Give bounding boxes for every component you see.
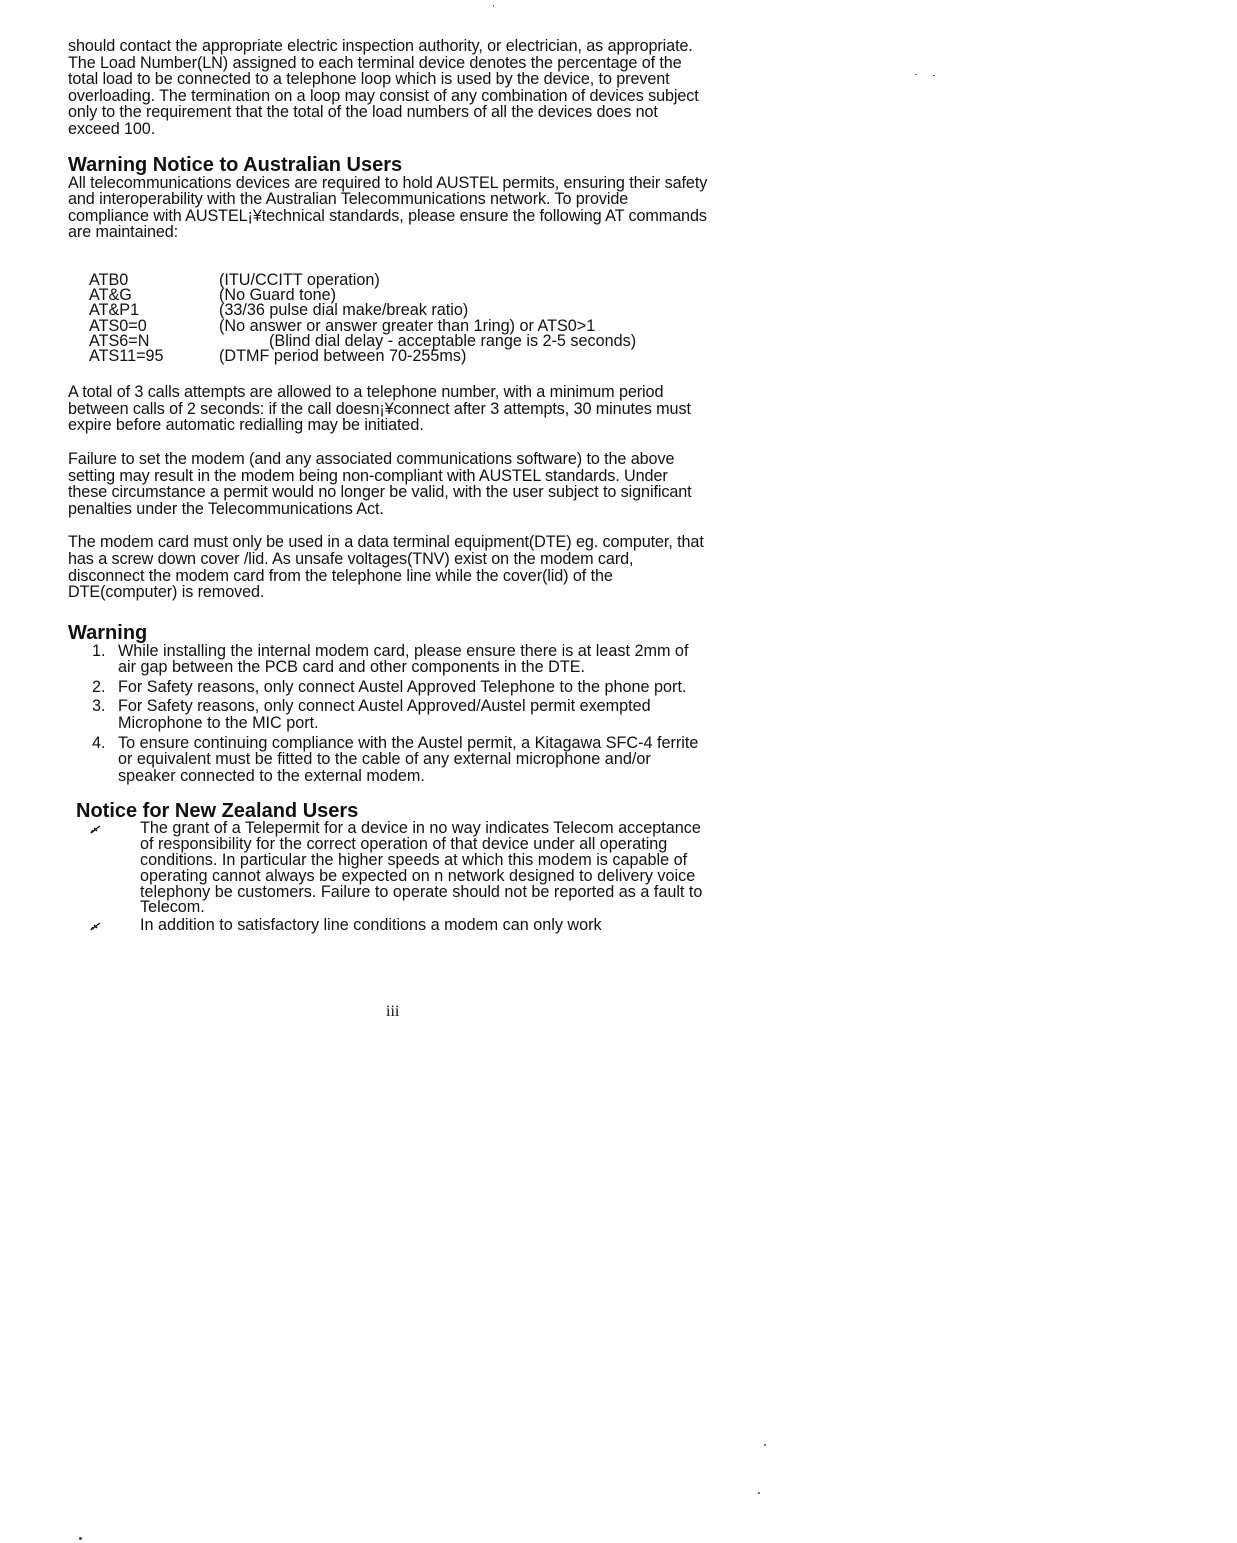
pen-icon (90, 921, 102, 931)
scan-speck (79, 1537, 82, 1540)
command-code: ATS0=0 (89, 316, 147, 335)
dte-paragraph: The modem card must only be used in a data terminal equipment(DTE) eg. computer, that has a screw down cover /lid. As unsafe voltages(TNV) exist on the modem card, disconnect the modem card from the telephone line while the cover(lid) of the DTE(computer) is removed. (68, 533, 704, 602)
item-number: 2. (92, 677, 106, 696)
at-command-table (89, 270, 708, 365)
call-attempts-paragraph: A total of 3 calls attempts are allowed to a telephone number, with a minimum period between calls of 2 seconds: if the call doesn¡¥connect after 3 attempts, 30 minutes must expire before automatic redialling may be initiated. (68, 383, 691, 435)
list-item (140, 918, 708, 934)
warning-item (92, 697, 708, 733)
command-description: (No Guard tone) (219, 286, 336, 305)
command-description: (33/36 pulse dial make/break ratio) (219, 301, 469, 320)
item-number: 1. (92, 641, 106, 660)
page-content (68, 38, 708, 934)
command-code: AT&P1 (89, 301, 140, 320)
pen-icon (90, 824, 102, 834)
item-text: To ensure continuing compliance with the Austel permit, a Kitagawa SFC-4 ferrite or equivalent must be fitted to the cable of any external microphone and/or speaker connected to the external modem. (118, 733, 699, 785)
new-zealand-heading: Notice for New Zealand Users (76, 800, 359, 823)
command-description: (ITU/CCITT operation) (219, 270, 380, 289)
item-text: The grant of a Telepermit for a device in no way indicates Telecom acceptance of responsibility for the correct operation of that device under all operating conditions. In particular the higher speeds at which this modem is capable of operating cannot always be expected on n network designed to delivery voice telephony be customers. Failure to operate should not be reported as a fault to Telecom. (140, 819, 703, 917)
item-text: In addition to satisfactory line conditions a modem can only work (140, 916, 602, 935)
page-number: iii (386, 1003, 400, 1020)
command-description: (DTMF period between 70-255ms) (219, 346, 467, 365)
command-code: AT&G (89, 286, 132, 305)
command-description: (No answer or answer greater than 1ring) or ATS0>1 (219, 316, 596, 335)
item-text: For Safety reasons, only connect Austel Approved Telephone to the phone port. (118, 677, 687, 696)
warning-item (92, 641, 708, 677)
item-text: While installing the internal modem card, please ensure there is at least 2mm of air gap between the PCB card and other components in the DTE. (118, 641, 689, 677)
australia-heading: Warning Notice to Australian Users (68, 153, 403, 176)
item-number: 3. (92, 697, 106, 716)
command-code: ATS6=N (89, 331, 150, 350)
item-text: For Safety reasons, only connect Austel Approved/Austel permit exempted Microphone to the MIC port. (118, 697, 651, 733)
scan-speck (915, 74, 917, 75)
warning-list (68, 643, 708, 785)
new-zealand-list (68, 821, 708, 934)
item-number: 4. (92, 733, 106, 752)
scan-speck (764, 1444, 766, 1446)
command-row (89, 346, 708, 365)
command-code: ATB0 (89, 270, 129, 289)
warning-heading: Warning (68, 621, 148, 644)
intro-paragraph-1: should contact the appropriate electric inspection authority, or electrician, as appropriate. (68, 37, 693, 55)
command-description: (Blind dial delay - acceptable range is 2-5 seconds) (269, 331, 637, 350)
warning-item (92, 677, 708, 696)
scan-speck (758, 1492, 760, 1494)
compliance-paragraph: Failure to set the modem (and any associated communications software) to the above setting may result in the modem being non-compliant with AUSTEL standards. Under these circumstance a permit would no longer be valid, with the user subject to significant penalties under the Telecommunications Act. (68, 449, 692, 518)
command-row (89, 270, 708, 289)
command-code: ATS11=95 (89, 346, 164, 365)
load-number-paragraph: The Load Number(LN) assigned to each terminal device denotes the percentage of the total load to be connected to a telephone loop which is used by the device, to prevent overloading. The termination on a loop may consist of any combination of devices subject only to the requirement that the total of the load numbers of all the devices does not exceed 100. (68, 53, 699, 138)
list-item (140, 821, 708, 916)
australia-intro: All telecommunications devices are required to hold AUSTEL permits, ensuring their safety and interoperability with the Australian Telecommunications network. To provide compliance with AUSTEL¡¥technical standards, please ensure the following AT commands are maintained: (68, 173, 708, 242)
warning-item (92, 733, 708, 785)
scan-speck (933, 75, 935, 76)
scan-speck (493, 5, 494, 7)
